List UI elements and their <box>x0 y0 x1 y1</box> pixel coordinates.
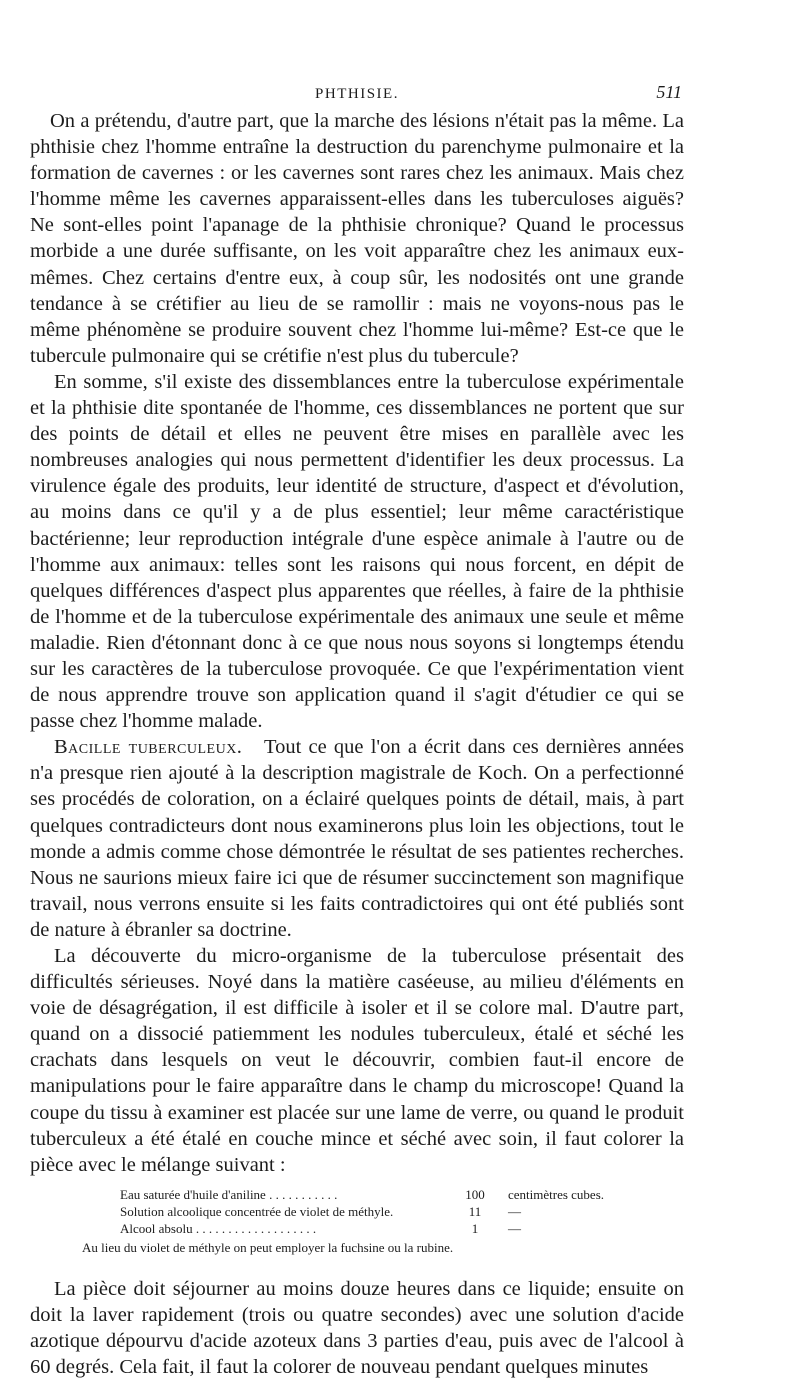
recipe-row <box>120 1186 604 1203</box>
recipe-row <box>120 1203 604 1220</box>
running-head: PHTHISIE. <box>315 86 399 102</box>
recipe-unit: — <box>508 1220 521 1236</box>
book-page <box>30 78 684 1380</box>
recipe-quantity: 100 <box>465 1186 485 1202</box>
section-heading-bacille: Bacille tuberculeux. <box>54 736 243 759</box>
recipe-note: Au lieu du violet de méthyle on peut employer la fuchsine ou la rubine. <box>82 1239 454 1255</box>
paragraph-decouverte: La découverte du micro-organisme de la tuberculose présentait des difficultés sérieuses. Noyé dans la matière caséeuse, au milieu d'éléments en voie de désagrégation, il est difficile à isoler et il se colore mal. D'autre part, quand on a dissocié patiemment les nodules tuberculeux, étalé et séché les crachats dans lesquels on veut le découvrir, combien faut-il encore de manipulations pour le faire apparaître dans le champ du microscope! Quand la coupe du tissu à examiner est placée sur une lame de verre, ou quand le produit tuberculeux a été étalé en couche mince et séché avec soin, il faut colorer la pièce avec le mélange suivant : <box>30 945 684 1176</box>
recipe-quantity: 1 <box>471 1220 479 1236</box>
page-header <box>30 78 684 108</box>
recipe-unit: centimètres cubes. <box>508 1186 605 1202</box>
paragraph-lesions: On a prétendu, d'autre part, que la marche des lésions n'était pas la même. La phthisie chez l'homme entraîne la destruction du parenchyme pulmonaire et la formation de cavernes : or les cavernes sont rares chez les animaux. Mais chez l'homme même les cavernes apparaissent-elles dans les tuberculoses aiguës? Ne sont-elles point l'apanage de la phthisie chronique? Quand le processus morbide a une durée suffisante, on les voit apparaître chez les animaux eux-mêmes. Chez certains d'entre eux, à coup sûr, les nodosités ont une grande tendance à se crétifier au lieu de se ramollir : mais ne voyons-nous pas le même phénomène se produire souvent chez l'homme lui-même? Est-ce que le tubercule pulmonaire qui se crétifie n'est plus du tubercule? <box>30 110 684 367</box>
recipe-unit: — <box>508 1203 521 1219</box>
staining-recipe <box>30 1186 684 1256</box>
recipe-ingredient: Solution alcoolique concentrée de violet de méthyle. <box>120 1203 394 1219</box>
recipe-ingredient: Eau saturée d'huile d'aniline . . . . . . . . . . . <box>120 1186 338 1202</box>
page-number: 511 <box>656 82 682 102</box>
recipe-row <box>120 1220 604 1237</box>
recipe-quantity: 11 <box>468 1203 482 1219</box>
recipe-table <box>120 1186 604 1237</box>
paragraph-en-somme: En somme, s'il existe des dissemblances entre la tuberculose expérimentale et la phthisie dite spontanée de l'homme, ces dissemblances ne portent que sur des points de détail et elles ne peuvent être mises en parallèle avec les nombreuses analogies qui nous permettent d'identifier les deux processus. La virulence égale des produits, leur identité de structure, d'aspect et d'évolution, au moins dans ce qu'il y a de plus essentiel; leur même caractéristique bactérienne; leur reproduction intégrale d'une espèce animale à l'autre ou de l'homme aux animaux: telles sont les raisons qui nous forcent, en dépit de quelques différences d'aspect plus apparentes que réelles, à faire de la phthisie de l'homme et de la tuberculose expérimentale des animaux une seule et même maladie. Rien d'étonnant donc à ce que nous nous soyons si longtemps étendu sur les caractères de la tuberculose provoquée. Ce que l'expérimentation vient de nous apprendre trouve son application quand il s'agit d'étudier ce qui se passe chez l'homme malade. <box>30 370 684 733</box>
recipe-ingredient: Alcool absolu . . . . . . . . . . . . . . . . . . . <box>120 1220 317 1236</box>
paragraph-sejourner: La pièce doit séjourner au moins douze heures dans ce liquide; ensuite on doit la laver rapidement (trois ou quatre secondes) avec une solution d'acide azotique dépourvu d'acide azoteux dans 3 parties d'eau, puis avec de l'alcool à 60 degrés. Cela fait, il faut la colorer de nouveau pendant quelques minutes <box>30 1277 684 1379</box>
paragraph-bacille-body: Tout ce que l'on a écrit dans ces dernières années n'a presque rien ajouté à la description magistrale de Koch. On a perfectionné ses procédés de coloration, on a éclairé quelques points de détail, mais, à part quelques contradicteurs dont nous examinerons plus loin les objections, tout le monde a admis comme chose démontrée le résultat de ses patientes recherches. Nous ne saurions mieux faire ici que de résumer succinctement son magnifique travail, nous verrons ensuite si les faits contradictoires qui ont été publiés sont de nature à ébranler sa doctrine. <box>30 736 685 941</box>
paragraph-bacille <box>30 734 684 943</box>
